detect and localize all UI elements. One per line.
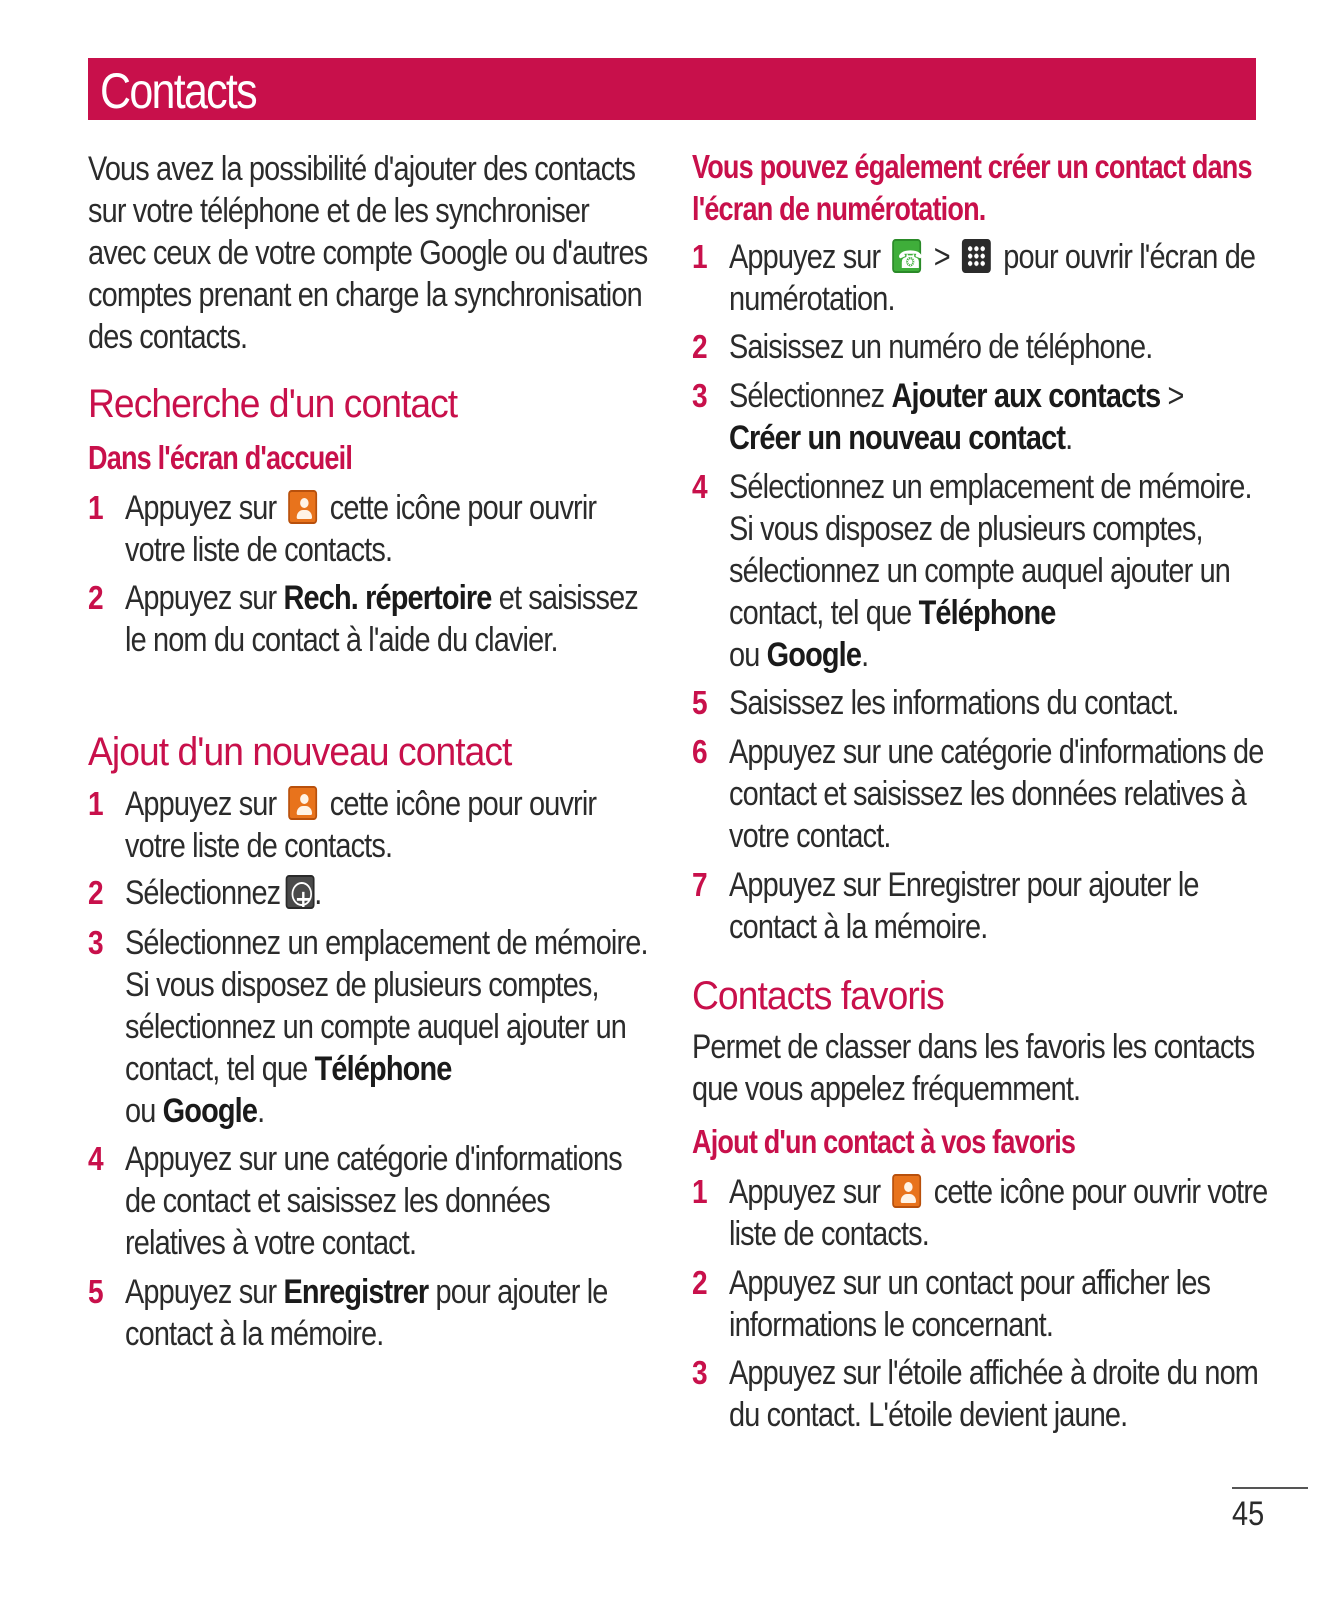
step-text bbox=[125, 783, 652, 867]
step-text bbox=[125, 487, 652, 571]
step-text-pre: Appuyez sur bbox=[729, 238, 881, 276]
section-subtitle-favorites: Ajout d'un contact à vos favoris bbox=[692, 1123, 1076, 1160]
section-title-favorites: Contacts favoris bbox=[692, 974, 944, 1018]
step-text: Appuyez sur une catégorie d'informations de contact et saisissez les données relatives à votre contact. bbox=[125, 1140, 622, 1262]
favorites-subtitle-block bbox=[692, 1121, 1262, 1163]
step-number: 4 bbox=[692, 468, 708, 505]
step-text-post: . bbox=[861, 636, 869, 674]
step-number: 5 bbox=[692, 684, 708, 721]
step-text-pre: Appuyez sur bbox=[125, 785, 277, 823]
step-number: 3 bbox=[692, 377, 708, 414]
step-text: Appuyez sur l'étoile affichée à droite du nom du contact. L'étoile devient jaune. bbox=[729, 1354, 1259, 1434]
step-text-post: et saisissez le nom du contact à l'aide du clavier. bbox=[125, 579, 638, 659]
step-text bbox=[729, 466, 1273, 676]
step-text: Saisissez un numéro de téléphone. bbox=[729, 328, 1153, 366]
ui-label-google: Google bbox=[766, 636, 862, 674]
step-text-post: cette icône pour ouvrir votre liste de contacts. bbox=[125, 785, 597, 865]
step-text-post: cette icône pour ouvrir votre liste de contacts. bbox=[125, 489, 597, 569]
step-text-mid: ou bbox=[729, 636, 760, 674]
step-text: Appuyez sur un contact pour afficher les informations le concernant. bbox=[729, 1264, 1211, 1344]
step-number: 7 bbox=[692, 866, 708, 903]
step-number: 1 bbox=[88, 785, 104, 822]
step-number: 2 bbox=[88, 579, 104, 616]
section-favorites bbox=[692, 972, 1262, 1020]
step-number: 1 bbox=[692, 1173, 708, 1210]
step-separator: > bbox=[933, 238, 950, 276]
step-text-pre: Appuyez sur bbox=[125, 1273, 277, 1311]
step-text-pre: Sélectionnez bbox=[729, 377, 885, 415]
ui-label-save: Enregistrer bbox=[283, 1273, 429, 1311]
section-search bbox=[88, 380, 648, 428]
step-text-post: cette icône pour ouvrir votre liste de contacts. bbox=[729, 1173, 1268, 1253]
step-text-post: . bbox=[1065, 419, 1073, 457]
phone-icon bbox=[893, 239, 922, 273]
dialer-section bbox=[692, 146, 1262, 230]
step-text bbox=[729, 236, 1273, 320]
page-title: Contacts bbox=[100, 63, 256, 119]
ui-label-search-directory: Rech. répertoire bbox=[283, 579, 492, 617]
step-text-post: pour ouvrir l'écran de numérotation. bbox=[729, 238, 1256, 318]
section-search-subtitle-block bbox=[88, 437, 648, 479]
favorites-intro bbox=[692, 1026, 1262, 1110]
ui-label-phone: Téléphone bbox=[314, 1050, 452, 1088]
step-text-post: pour ajouter le contact à la mémoire. bbox=[125, 1273, 608, 1353]
step-text: Appuyez sur Enregistrer pour ajouter le contact à la mémoire. bbox=[729, 866, 1199, 946]
section-title-add: Ajout d'un nouveau contact bbox=[88, 730, 512, 774]
page-number: 45 bbox=[1232, 1495, 1265, 1533]
intro-paragraph bbox=[88, 148, 648, 358]
title-bar bbox=[88, 58, 1256, 120]
ui-label-google: Google bbox=[162, 1092, 258, 1130]
step-text-mid: ou bbox=[125, 1092, 156, 1130]
ui-label-add-to-contacts: Ajouter aux contacts bbox=[891, 377, 1161, 415]
intro-text: Vous avez la possibilité d'ajouter des contacts sur votre téléphone et de les synchroniser avec ceux de votre compte Google ou d'autres comptes prenant en charge la synchronisation des contacts. bbox=[88, 150, 648, 356]
step-number: 5 bbox=[88, 1273, 104, 1310]
section-subtitle-home: Dans l'écran d'accueil bbox=[88, 439, 353, 476]
step-text-pre: Sélectionnez un emplacement de mémoire. Si vous disposez de plusieurs comptes, sélectionnez un compte auquel ajouter un contact, tel que bbox=[125, 924, 648, 1088]
step-text-pre: Appuyez sur bbox=[729, 1173, 881, 1211]
ui-label-phone: Téléphone bbox=[918, 594, 1056, 632]
step-text-post: . bbox=[257, 1092, 265, 1130]
contacts-icon bbox=[289, 786, 318, 820]
dialpad-icon bbox=[962, 239, 991, 273]
step-text-pre: Appuyez sur bbox=[125, 489, 277, 527]
step-text-pre: Appuyez sur bbox=[125, 579, 277, 617]
step-number: 3 bbox=[692, 1354, 708, 1391]
step-text bbox=[125, 872, 652, 914]
section-title-search: Recherche d'un contact bbox=[88, 382, 458, 426]
step-number: 6 bbox=[692, 733, 708, 770]
page-number-rule bbox=[1232, 1487, 1308, 1489]
step-number: 1 bbox=[692, 238, 708, 275]
step-number: 2 bbox=[88, 874, 104, 911]
step-text: Appuyez sur une catégorie d'informations de contact et saisissez les données relatives à votre contact. bbox=[729, 733, 1264, 855]
step-text: Saisissez les informations du contact. bbox=[729, 684, 1179, 722]
step-number: 3 bbox=[88, 924, 104, 961]
step-number: 2 bbox=[692, 1264, 708, 1301]
step-text-pre: Sélectionnez un emplacement de mémoire. Si vous disposez de plusieurs comptes, sélectionnez un compte auquel ajouter un contact, tel que bbox=[729, 468, 1252, 632]
add-contact-icon bbox=[285, 875, 314, 909]
section-add bbox=[88, 728, 648, 776]
favorites-intro-text: Permet de classer dans les favoris les contacts que vous appelez fréquemment. bbox=[692, 1028, 1255, 1108]
step-number: 4 bbox=[88, 1140, 104, 1177]
step-text-pre: Sélectionnez bbox=[125, 874, 281, 912]
ui-label-create-contact: Créer un nouveau contact bbox=[729, 419, 1066, 457]
step-text bbox=[125, 577, 652, 661]
step-text bbox=[729, 1171, 1273, 1255]
step-text-post: . bbox=[314, 874, 322, 912]
contacts-icon bbox=[893, 1174, 922, 1208]
step-text bbox=[125, 922, 652, 1132]
step-number: 2 bbox=[692, 328, 708, 365]
step-text bbox=[729, 375, 1273, 459]
contacts-icon bbox=[289, 490, 318, 524]
step-text bbox=[125, 1271, 652, 1355]
step-number: 1 bbox=[88, 489, 104, 526]
step-separator: > bbox=[1167, 377, 1184, 415]
dialer-title: Vous pouvez également créer un contact dans l'écran de numérotation. bbox=[692, 148, 1252, 227]
